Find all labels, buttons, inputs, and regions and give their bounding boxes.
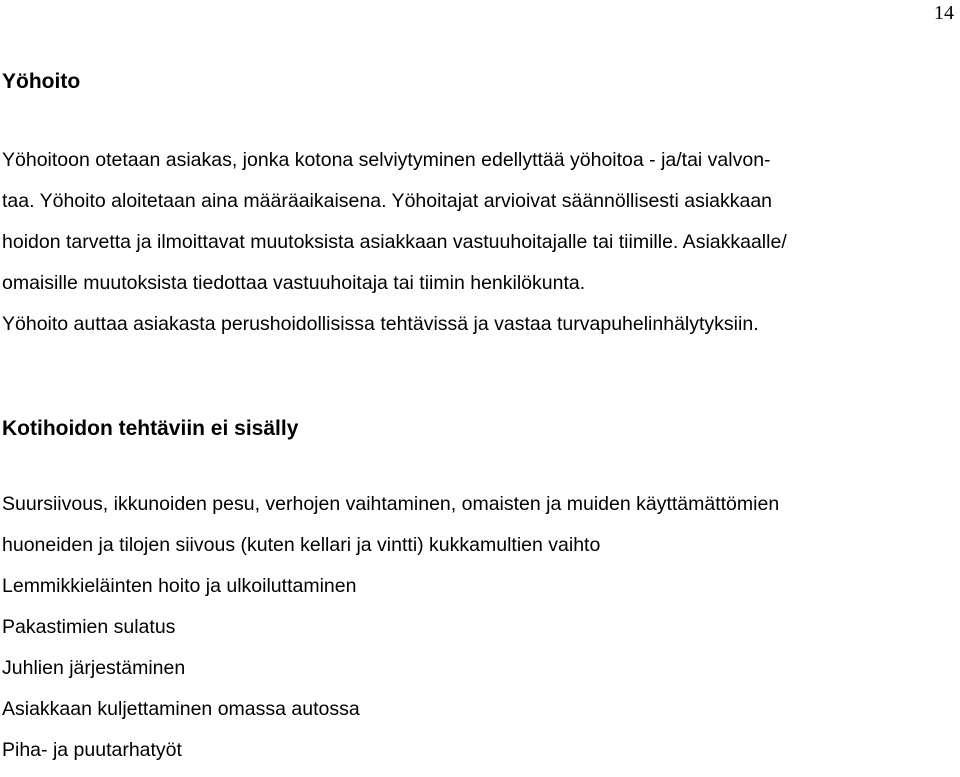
list-item: Juhlien järjestäminen (2, 657, 186, 679)
paragraph-line: taa. Yöhoito aloitetaan aina määräaikaisena. Yöhoitajat arvioivat säännöllisesti asiakkaan (2, 190, 773, 212)
list-item: huoneiden ja tilojen siivous (kuten kellari ja vintti) kukkamultien vaihto (2, 534, 601, 556)
section-title-exclusions: Kotihoidon tehtäviin ei sisälly (2, 417, 299, 440)
list-item: Lemmikkieläinten hoito ja ulkoiluttaminen (2, 575, 357, 597)
list-item: Asiakkaan kuljettaminen omassa autossa (2, 698, 360, 720)
paragraph-line: omaisille muutoksista tiedottaa vastuuhoitaja tai tiimin henkilökunta. (2, 272, 586, 294)
list-item: Piha- ja puutarhatyöt (2, 739, 182, 761)
section-title-yohoito: Yöhoito (2, 70, 81, 93)
page-number: 14 (934, 2, 954, 24)
list-item: Pakastimien sulatus (2, 616, 176, 638)
paragraph-line: hoidon tarvetta ja ilmoittavat muutoksista asiakkaan vastuuhoitajalle tai tiimille. Asiakkaalle/ (2, 231, 787, 253)
paragraph-line: Yöhoito auttaa asiakasta perushoidollisissa tehtävissä ja vastaa turvapuhelinhälytyksiin. (2, 313, 759, 335)
list-item: Suursiivous, ikkunoiden pesu, verhojen vaihtaminen, omaisten ja muiden käyttämättömien (2, 493, 780, 515)
paragraph-line: Yöhoitoon otetaan asiakas, jonka kotona selviytyminen edellyttää yöhoitoa - ja/tai valvon- (2, 149, 771, 171)
